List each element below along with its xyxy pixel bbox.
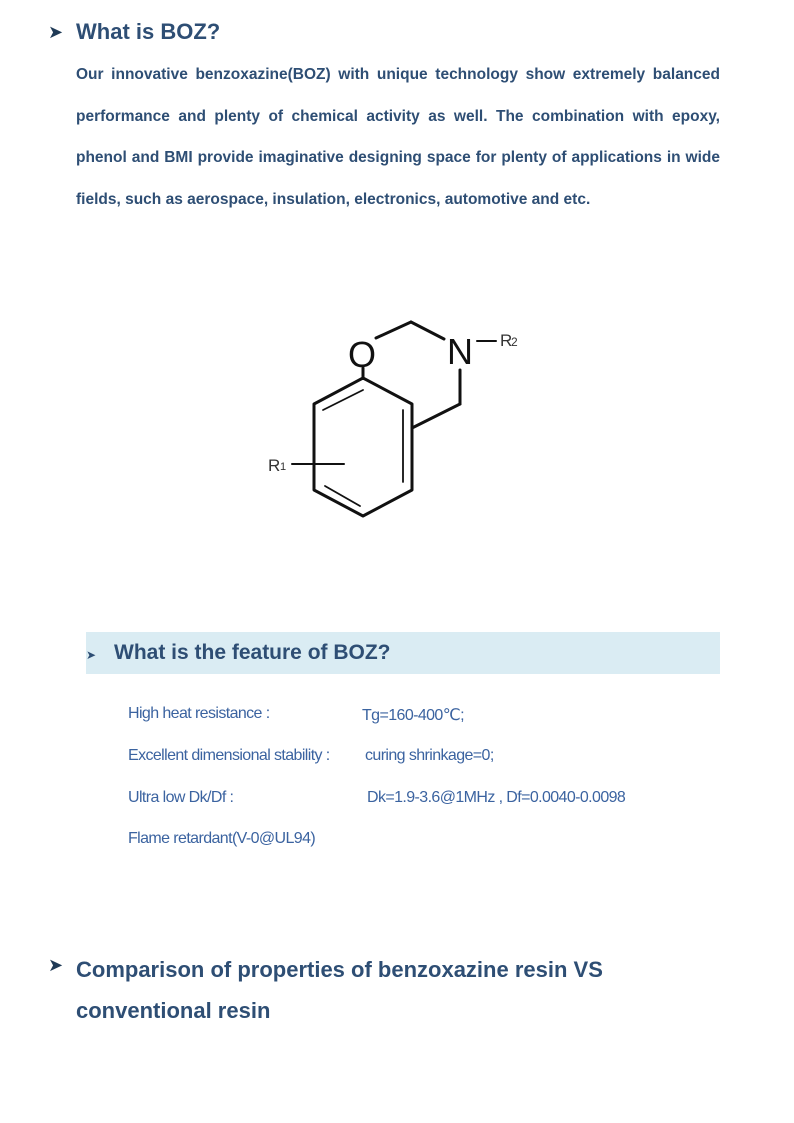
section-heading-what-is-boz: What is BOZ? <box>76 19 221 44</box>
label-r2-subscript: 2 <box>511 335 518 349</box>
feature-label: Flame retardant(V-0@UL94) <box>128 830 316 847</box>
section-heading-feature: What is the feature of BOZ? <box>114 641 391 664</box>
bond-o-ch2 <box>376 322 411 338</box>
bullet-arrow-icon: ➤ <box>48 955 64 975</box>
feature-value: Tg=160-400℃; <box>362 707 464 724</box>
label-r1: R <box>268 456 281 475</box>
benzoxazine-structure-diagram <box>260 310 540 530</box>
double-bond-3 <box>325 486 360 506</box>
double-bond-1 <box>323 390 363 410</box>
atom-oxygen: O <box>347 334 377 375</box>
label-r1-subscript: 1 <box>280 461 287 473</box>
bond-ch2-n <box>411 322 444 339</box>
label-r2: R <box>500 331 513 350</box>
feature-value: curing shrinkage=0; <box>365 747 494 764</box>
section-heading-comparison: Comparison of properties of benzoxazine resin VS conventional resin <box>76 957 603 1023</box>
feature-label: High heat resistance : <box>128 705 270 722</box>
bullet-arrow-icon: ➤ <box>86 648 97 662</box>
feature-label: Excellent dimensional stability : <box>128 747 330 764</box>
feature-value: Dk=1.9-3.6@1MHz , Df=0.0040-0.0098 <box>367 789 626 806</box>
atom-nitrogen: N <box>447 331 473 372</box>
benzene-ring <box>314 378 412 516</box>
bullet-arrow-icon: ➤ <box>48 22 64 42</box>
intro-paragraph: Our innovative benzoxazine(BOZ) with unique technology show extremely balanced performance and plenty of chemical activity as well. The combination with epoxy, phenol and BMI provide imaginative designing space for plenty of applications in wide fields, such as aerospace, insulation, electronics, automotive and etc. <box>76 66 720 208</box>
bond-ch2-c <box>412 404 460 428</box>
feature-label: Ultra low Dk/Df : <box>128 789 234 806</box>
